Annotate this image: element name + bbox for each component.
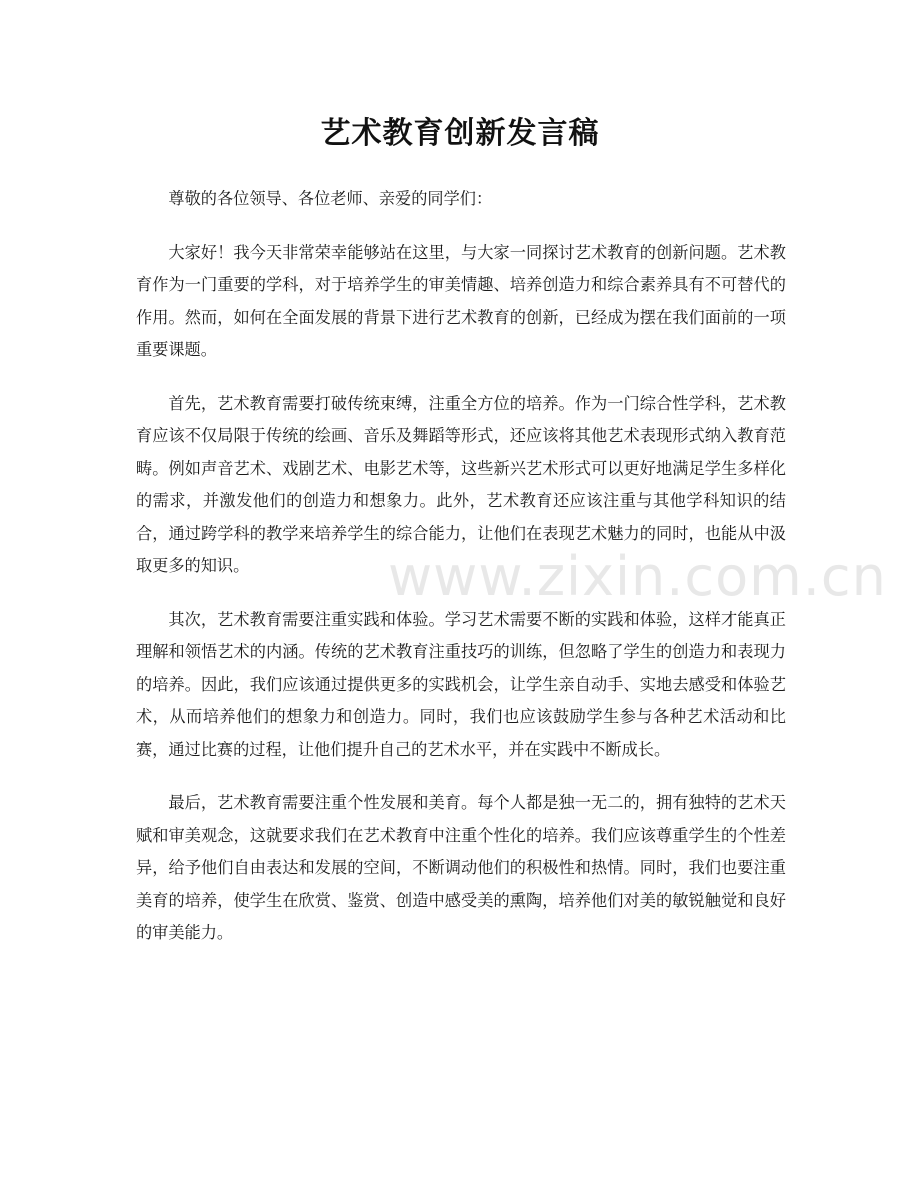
document-body — [136, 183, 786, 971]
body-paragraph: 大家好！我今天非常荣幸能够站在这里，与大家一同探讨艺术教育的创新问题。艺术教育作为一门重要的学科，对于培养学生的审美情趣、培养创造力和综合素养具有不可替代的作用。然而，如何在全面发展的背景下进行艺术教育的创新，已经成为摆在我们面前的一项重要课题。 — [136, 242, 786, 359]
page-title: 艺术教育创新发言稿 — [320, 116, 600, 151]
watermark: www.zixin.com.cn — [388, 545, 887, 608]
body-paragraph: 其次，艺术教育需要注重实践和体验。学习艺术需要不断的实践和体验，这样才能真正理解和领悟艺术的内涵。传统的艺术教育注重技巧的训练，但忽略了学生的创造力和表现力的培养。因此，我们应该通过提供更多的实践机会，让学生亲自动手、实地去感受和体验艺术，从而培养他们的想象力和创造力。同时，我们也应该鼓励学生参与各种艺术活动和比赛，通过比赛的过程，让他们提升自己的艺术水平，并在实践中不断成长。 — [136, 609, 786, 759]
salutation-paragraph: 尊敬的各位领导、各位老师、亲爱的同学们： — [168, 189, 493, 208]
body-paragraph: 首先，艺术教育需要打破传统束缚，注重全方位的培养。作为一门综合性学科，艺术教育应该不仅局限于传统的绘画、音乐及舞蹈等形式，还应该将其他艺术表现形式纳入教育范畴。例如声音艺术、戏剧艺术、电影艺术等，这些新兴艺术形式可以更好地满足学生多样化的需求，并激发他们的创造力和想象力。此外，艺术教育还应该注重与其他学科知识的结合，通过跨学科的教学来培养学生的综合能力，让他们在表现艺术魅力的同时，也能从中汲取更多的知识。 — [136, 393, 786, 575]
body-paragraph: 最后，艺术教育需要注重个性发展和美育。每个人都是独一无二的，拥有独特的艺术天赋和审美观念，这就要求我们在艺术教育中注重个性化的培养。我们应该尊重学生的个性差异，给予他们自由表达和发展的空间，不断调动他们的积极性和热情。同时，我们也要注重美育的培养，使学生在欣赏、鉴赏、创造中感受美的熏陶，培养他们对美的敏锐触觉和良好的审美能力。 — [136, 793, 786, 942]
